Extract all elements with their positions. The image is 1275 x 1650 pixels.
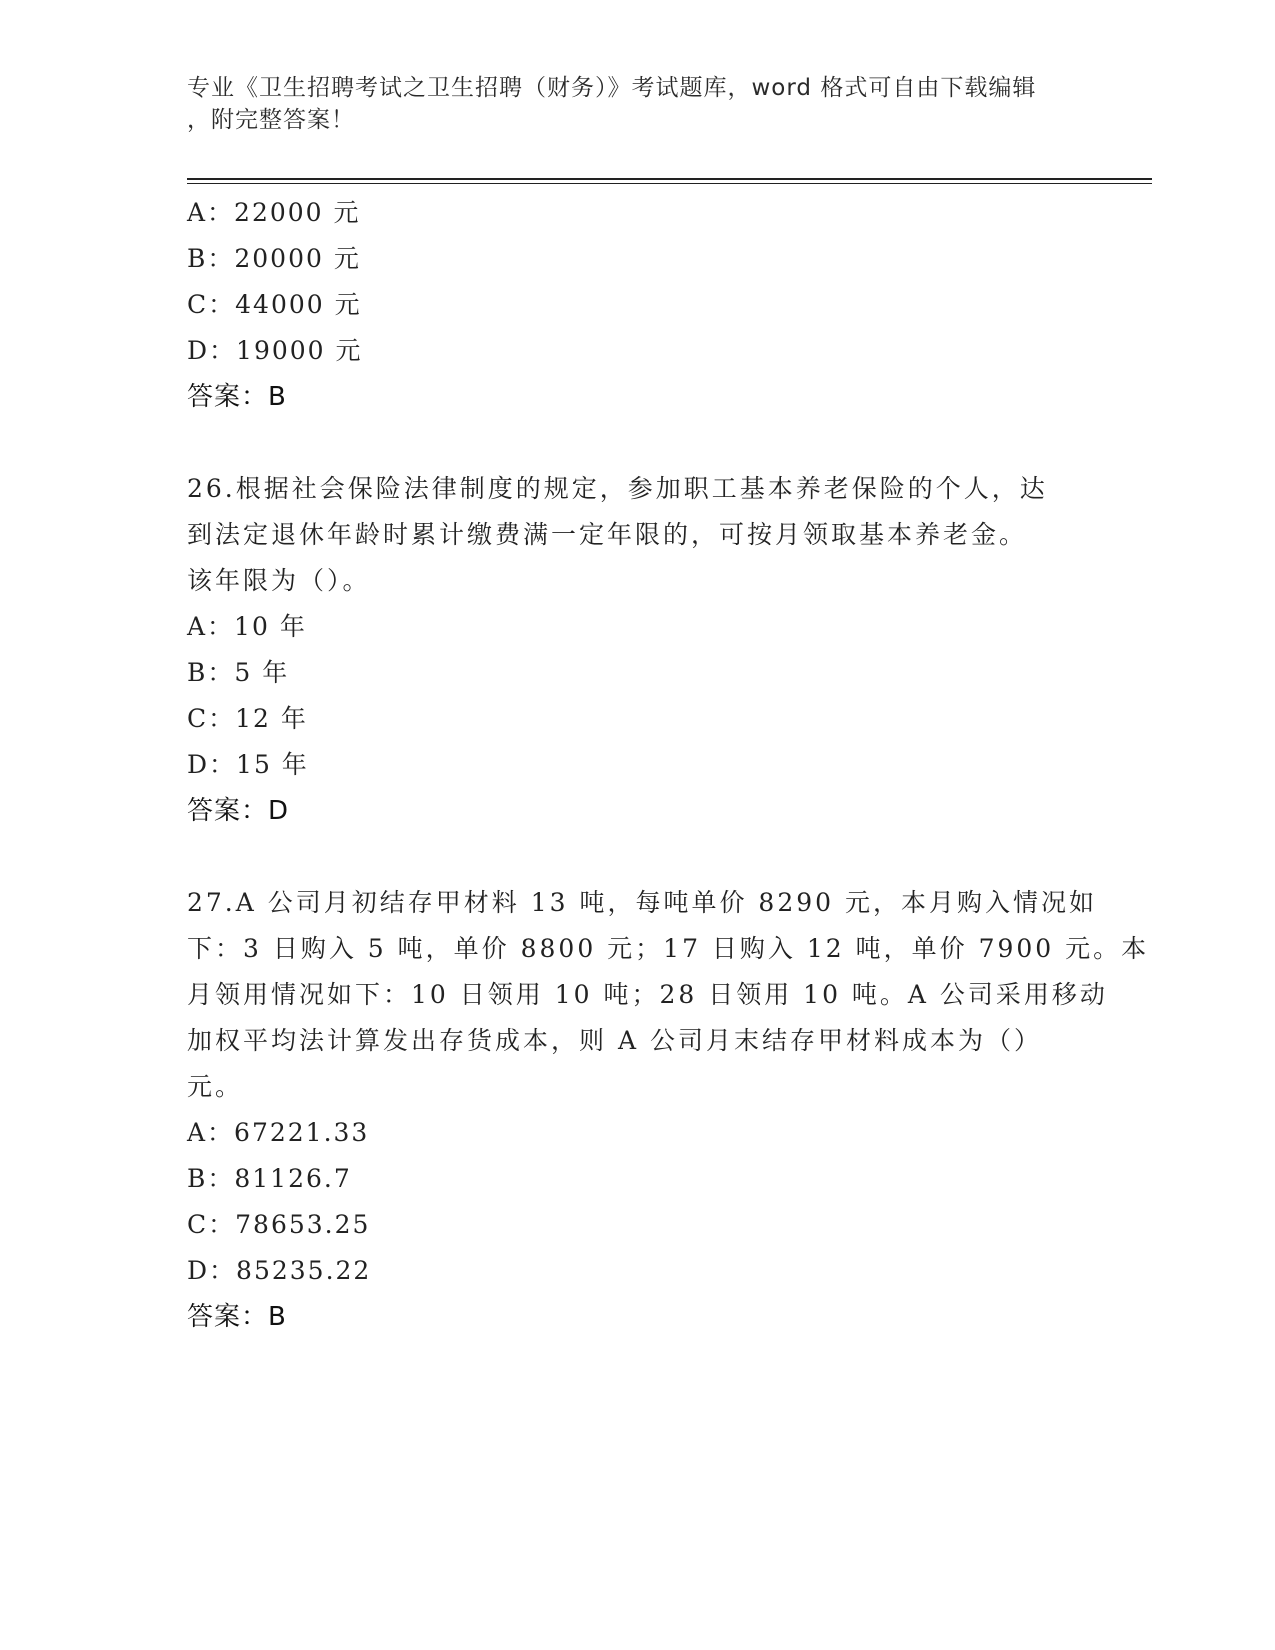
question-text-line: 加权平均法计算发出存货成本，则 A 公司月末结存甲材料成本为（）	[187, 1026, 1042, 1055]
question-text-line: 月领用情况如下：10 日领用 10 吨；28 日领用 10 吨。A 公司采用移动	[187, 980, 1108, 1009]
option-d: D：19000 元	[187, 336, 363, 365]
header-line-1: 专业《卫生招聘考试之卫生招聘（财务）》考试题库，word 格式可自由下载编辑	[187, 75, 1037, 101]
question-text	[187, 880, 1150, 1110]
option-a: A：10 年	[187, 612, 307, 641]
question-text	[187, 466, 1087, 604]
option-a: A：22000 元	[187, 198, 361, 227]
header-rule-thin	[187, 183, 1152, 184]
document-header	[187, 72, 1067, 136]
header-rule-thick	[187, 178, 1152, 180]
option-b: B：81126.7	[187, 1164, 352, 1193]
answer: 答案：B	[187, 382, 287, 412]
question-text-line: 26.根据社会保险法律制度的规定，参加职工基本养老保险的个人，达	[187, 474, 1048, 503]
question-list	[187, 190, 1150, 1340]
answer: 答案：D	[187, 796, 290, 826]
option-d: D：85235.22	[187, 1256, 372, 1285]
question-text-line: 27.A 公司月初结存甲材料 13 吨，每吨单价 8290 元，本月购入情况如	[187, 888, 1097, 917]
option-b: B：5 年	[187, 658, 290, 687]
question-27	[187, 880, 1150, 1340]
option-c: C：12 年	[187, 704, 308, 733]
option-c: C：78653.25	[187, 1210, 371, 1239]
question-25	[187, 190, 1087, 420]
option-c: C：44000 元	[187, 290, 362, 319]
header-line-2: ，附完整答案！	[187, 107, 355, 133]
option-d: D：15 年	[187, 750, 309, 779]
question-text-line: 元。	[187, 1072, 244, 1101]
spacer	[187, 834, 1087, 880]
question-text-line: 该年限为（）。	[187, 566, 371, 595]
question-text-line: 下：3 日购入 5 吨，单价 8800 元；17 日购入 12 吨，单价 7900 元。本	[187, 934, 1150, 963]
option-a: A：67221.33	[187, 1118, 370, 1147]
question-26	[187, 466, 1087, 834]
question-text-line: 到法定退休年龄时累计缴费满一定年限的，可按月领取基本养老金。	[187, 520, 1028, 549]
spacer	[187, 420, 1087, 466]
answer: 答案：B	[187, 1302, 287, 1332]
option-b: B：20000 元	[187, 244, 361, 273]
